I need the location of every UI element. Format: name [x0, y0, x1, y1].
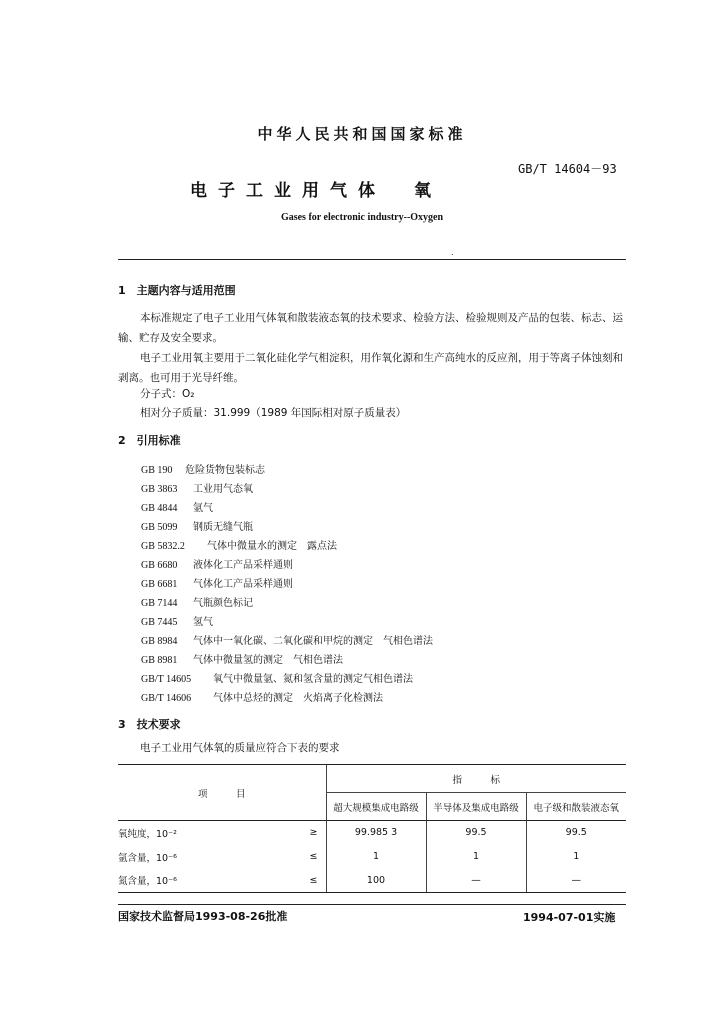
index-header-cell: [326, 765, 626, 793]
reference-code: GB 5832.2: [141, 541, 185, 552]
column-header: 超大规模集成电路级: [326, 793, 426, 821]
row-operator: ≤: [309, 851, 318, 862]
reference-code: GB 6680: [141, 560, 178, 571]
cell-value: 1: [326, 845, 426, 869]
reference-item: [141, 689, 383, 704]
reference-name: 气体中微量水的测定 露点法: [207, 541, 337, 552]
cell-value: 1: [526, 845, 626, 869]
reference-name: 工业用气态氧: [193, 484, 253, 495]
approval-date: 国家技术监督局1993-08-26批准: [118, 910, 288, 923]
section-3-title: 3 技术要求: [118, 718, 181, 731]
reference-name: 氢气: [193, 617, 213, 628]
cell-value: 100: [326, 869, 426, 893]
index-header: 指 标: [452, 774, 500, 786]
stray-dot: .: [451, 248, 454, 257]
reference-name: 氧气中微量氩、氮和氢含量的测定气相色谱法: [213, 674, 413, 685]
reference-name: 气体化工产品采样通则: [193, 579, 293, 590]
reference-code: GB 4844: [141, 503, 178, 514]
column-header: 电子级和散装液态氧: [526, 793, 626, 821]
item-header: 项 目: [197, 788, 246, 800]
reference-item: [141, 651, 343, 666]
document-title-cn: 电子工业用气体 氧: [190, 181, 442, 201]
section-1-paragraph-2: [118, 348, 630, 388]
cell-value: —: [526, 869, 626, 893]
standard-code: GB/T 14604－93: [518, 162, 617, 176]
row-item: 氮含量，10⁻⁶: [118, 869, 270, 893]
document-title-en: Gases for electronic industry--Oxygen: [280, 212, 444, 223]
molecular-formula: 分子式：O₂: [140, 388, 195, 400]
reference-code: GB/T 14606: [141, 693, 192, 704]
reference-code: GB 5099: [141, 522, 178, 533]
item-header-cell: [118, 765, 326, 821]
column-header: 半导体及集成电路级: [426, 793, 526, 821]
footer-rule: [118, 904, 626, 905]
reference-name: 气体中一氧化碳、二氧化碳和甲烷的测定 气相色谱法: [193, 636, 433, 647]
reference-code: GB/T 14605: [141, 674, 192, 685]
reference-item: [141, 594, 253, 609]
row-operator: ≤: [270, 869, 326, 893]
reference-item: [141, 613, 213, 628]
molecular-weight: 相对分子质量：31.999（1989 年国际相对原子质量表）: [140, 407, 407, 419]
section-1-paragraph-1-text: 本标准规定了电子工业用气体氧和散装液态氧的技术要求、检验方法、检验规则及产品的包装、标志、运输、贮存及安全要求。: [118, 312, 623, 344]
cell-value: 99.5: [526, 821, 626, 845]
reference-code: GB 8984: [141, 636, 178, 647]
table-row: [118, 845, 626, 869]
reference-item: [141, 632, 433, 647]
national-standard-heading: 中华人民共和国国家标准: [257, 125, 467, 143]
cell-value: 1: [426, 845, 526, 869]
section-1-paragraph-2-text: 电子工业用氧主要用于二氧化硅化学气相淀积，用作氧化源和生产高纯水的反应剂，用于等离子体蚀刻和剥离。也可用于光导纤维。: [118, 352, 623, 384]
section-3-intro: 电子工业用气体氧的质量应符合下表的要求: [140, 742, 340, 754]
header-rule: [118, 259, 626, 260]
reference-item: [141, 499, 213, 514]
reference-name: 液体化工产品采样通则: [193, 560, 293, 571]
reference-item: [141, 670, 413, 685]
row-operator: ≥: [309, 827, 318, 839]
quality-requirements-table: [118, 764, 626, 893]
table-row: [118, 869, 626, 893]
reference-code: GB 8981: [141, 655, 178, 666]
row-item: 氧纯度，10⁻²: [118, 828, 177, 840]
reference-code: GB 3863: [141, 484, 178, 495]
reference-item: [141, 461, 265, 476]
reference-name: 危险货物包装标志: [185, 465, 265, 476]
reference-code: GB 7445: [141, 617, 178, 628]
section-1-title: 1 主题内容与适用范围: [118, 284, 236, 297]
reference-name: 气瓶颜色标记: [193, 598, 253, 609]
reference-name: 氩气: [193, 503, 213, 514]
reference-code: GB 7144: [141, 598, 178, 609]
reference-item: [141, 575, 293, 590]
reference-code: GB 6681: [141, 579, 178, 590]
row-item: 氩含量，10⁻⁶: [118, 852, 177, 864]
reference-item: [141, 480, 253, 495]
effective-date: 1994-07-01实施: [523, 911, 616, 924]
reference-name: 气体中总烃的测定 火焰离子化检测法: [213, 693, 383, 704]
section-2-title: 2 引用标准: [118, 434, 181, 447]
section-1-paragraph-1: [118, 308, 630, 348]
reference-name: 气体中微量氢的测定 气相色谱法: [193, 655, 343, 666]
reference-code: GB 190: [141, 465, 173, 476]
reference-item: [141, 556, 293, 571]
cell-value: 99.985 3: [326, 821, 426, 845]
reference-name: 钢质无缝气瓶: [193, 522, 253, 533]
cell-value: 99.5: [426, 821, 526, 845]
reference-item: [141, 518, 253, 533]
table-row: [118, 821, 626, 845]
cell-value: —: [426, 869, 526, 893]
reference-item: [141, 537, 337, 552]
